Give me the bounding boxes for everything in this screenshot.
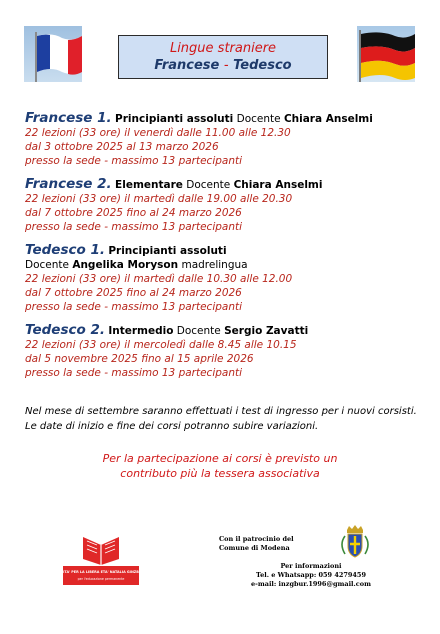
- course-name: Francese 1.: [25, 110, 112, 126]
- course-dates: dal 7 ottobre 2025 fino al 24 marzo 2026: [25, 287, 242, 299]
- logo-text: UNIVERSITA' PER LA LIBERA ETA' NATALIA GINZBURG APS: [46, 570, 156, 574]
- entry-test-note: Nel mese di settembre saranno effettuati i test di ingresso per i nuovi corsisti. Le date di inizio e fine dei corsi potranno subire variazioni.: [25, 406, 417, 432]
- teacher-name: Chiara Anselmi: [283, 113, 373, 125]
- course-location: presso la sede - massimo 13 partecipanti: [25, 301, 243, 313]
- course-header: [25, 111, 425, 126]
- info-email[interactable]: e-mail: inzgbur.1996@gmail.com: [251, 580, 371, 588]
- course-level: Elementare: [115, 179, 183, 191]
- course-schedule: 22 lezioni (33 ore) il martedì dalle 19.00 alle 20.30: [25, 193, 293, 205]
- course-header: [25, 323, 425, 338]
- contact-info: [236, 562, 386, 589]
- teacher-prefix: Docente: [25, 259, 69, 271]
- course-teacher-line: [25, 258, 425, 272]
- subtitle-french: Francese: [154, 58, 220, 73]
- contribution-line-1: Per la partecipazione ai corsi è previsto un: [102, 452, 338, 465]
- course-header: [25, 243, 425, 258]
- course-dates: dal 3 ottobre 2025 al 13 marzo 2026: [25, 141, 219, 153]
- course-list: [25, 111, 425, 389]
- title-box: [118, 35, 328, 79]
- course-tedesco-2: [25, 323, 425, 380]
- course-name: Francese 2.: [25, 176, 112, 192]
- course-dates: dal 5 novembre 2025 fino al 15 aprile 2026: [25, 353, 254, 365]
- teacher-suffix: madrelingua: [181, 259, 248, 271]
- logo-subtext: per l'educazione permanente: [77, 577, 125, 581]
- teacher-name: Sergio Zavatti: [224, 325, 309, 337]
- course-location: presso la sede - massimo 13 partecipanti: [25, 221, 243, 233]
- subtitle-german: Tedesco: [233, 58, 292, 73]
- course-header: [25, 177, 425, 192]
- course-level: Principianti assoluti: [108, 245, 227, 257]
- course-location: presso la sede - massimo 13 partecipanti: [25, 155, 243, 167]
- teacher-name: Angelika Moryson: [72, 259, 179, 271]
- info-phone: Tel. e Whatsapp: 059 4279459: [256, 571, 366, 579]
- course-francese-2: [25, 177, 425, 234]
- university-logo: [46, 533, 156, 585]
- course-level: Principianti assoluti: [115, 113, 234, 125]
- patrocinio-line-1: Con il patrocinio del: [219, 535, 294, 543]
- info-title: Per informazioni: [280, 562, 342, 570]
- flag-germany-icon: [357, 26, 415, 82]
- contribution-line-2: contributo più la tessera associativa: [120, 467, 320, 480]
- course-schedule: 22 lezioni (33 ore) il martedì dalle 10.30 alle 12.00: [25, 273, 293, 285]
- course-dates: dal 7 ottobre 2025 fino al 24 marzo 2026: [25, 207, 242, 219]
- teacher-prefix: Docente: [236, 113, 281, 125]
- page-subtitle: [119, 57, 327, 75]
- patrocinio-text: [219, 535, 294, 553]
- course-location: presso la sede - massimo 13 partecipanti: [25, 367, 243, 379]
- patrocinio-line-2: Comune di Modena: [219, 544, 290, 552]
- course-level: Intermedio: [108, 325, 174, 337]
- flag-france-icon: [24, 26, 82, 82]
- course-schedule: 22 lezioni (33 ore) il mercoledì dalle 8.45 alle 10.15: [25, 339, 297, 351]
- course-francese-1: [25, 111, 425, 168]
- course-name: Tedesco 2.: [25, 322, 105, 338]
- course-schedule: 22 lezioni (33 ore) il venerdì dalle 11.00 alle 12.30: [25, 127, 291, 139]
- course-name: Tedesco 1.: [25, 242, 105, 258]
- teacher-name: Chiara Anselmi: [233, 179, 323, 191]
- teacher-prefix: Docente: [186, 179, 231, 191]
- subtitle-separator: -: [223, 58, 229, 73]
- teacher-prefix: Docente: [176, 325, 221, 337]
- page-title: Lingue straniere: [169, 41, 277, 56]
- course-tedesco-1: [25, 243, 425, 314]
- modena-crest-icon: [335, 524, 375, 560]
- contribution-note: [40, 451, 400, 481]
